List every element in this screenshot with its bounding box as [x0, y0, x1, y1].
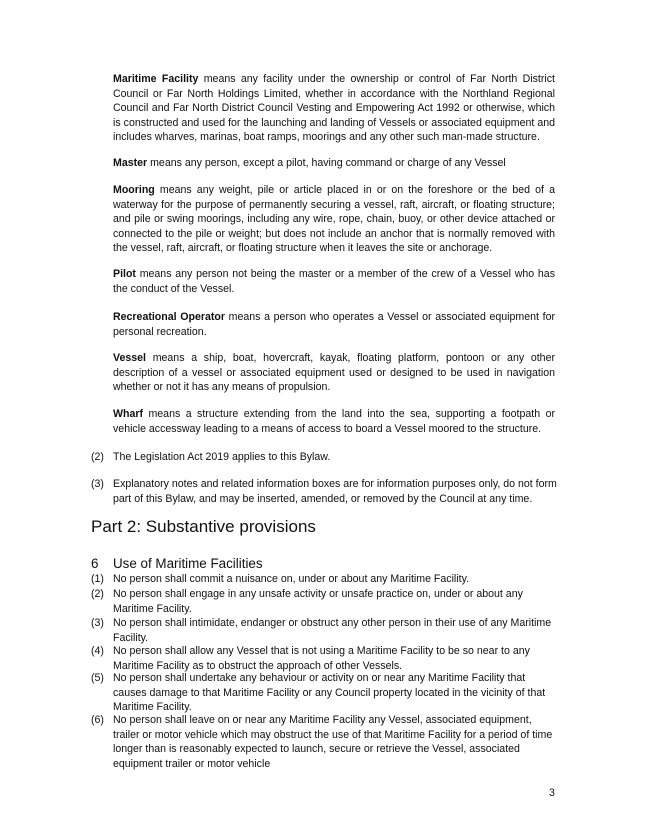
definition-text: means any person, except a pilot, having command or charge of any Vessel — [147, 157, 506, 169]
clause-number: (2) — [91, 451, 104, 463]
part-heading: Part 2: Substantive provisions — [91, 517, 316, 536]
definition-text: means any weight, pile or article placed in or on the foreshore or the bed of a waterway for the purpose of permanently securing a vessel, raft, aircraft, or floating structure; and pile or swing moorings, including any wire, rope, chain, buoy, or other device attached or connected to the pile or weight; but does not include an anchor that is normally removed with the vessel, raft, aircraft, or floating structure when it leaves the site or anchorage. — [113, 184, 555, 255]
item-text: No person shall allow any Vessel that is not using a Maritime Facility to be so near to any Maritime Facility as to obstruct the approach of other Vessels. — [113, 645, 530, 672]
definition-text: means any person not being the master or a member of the crew of a Vessel who has the conduct of the Vessel. — [113, 268, 555, 295]
definition-mooring — [113, 183, 555, 256]
item-number: (5) — [91, 672, 104, 684]
definition-maritime-facility — [113, 72, 555, 145]
item-number: (1) — [91, 573, 104, 585]
section-heading — [91, 556, 263, 571]
clause-number: (3) — [91, 478, 104, 490]
definition-term: Master — [113, 157, 148, 169]
definition-term: Pilot — [113, 268, 136, 280]
definition-vessel — [113, 351, 555, 395]
item-number: (6) — [91, 714, 104, 726]
item-number: (3) — [91, 617, 104, 629]
definition-text: means a ship, boat, hovercraft, kayak, floating platform, pontoon or any other description of a vessel or associated equipment used or designed to be used in navigation whether or not it has any means of propulsion. — [113, 352, 555, 394]
clause-text: The Legislation Act 2019 applies to this Bylaw. — [113, 451, 331, 463]
item-text: No person shall undertake any behaviour or activity on or near any Maritime Facility that causes damage to that Maritime Facility or any Council property located in the vicinity of that Maritime Facility. — [113, 672, 546, 714]
item-number: (2) — [91, 588, 104, 600]
definition-master — [113, 156, 555, 171]
item-number: (4) — [91, 645, 104, 657]
item-text: No person shall leave on or near any Maritime Facility any Vessel, associated equipment, trailer or motor vehicle which may obstruct the use of that Maritime Facility for a period of time longer than is reasonably expected to launch, secure or retrieve the Vessel, associated equipment trailer or motor vehicle — [113, 714, 553, 770]
definition-text: means a structure extending from the land into the sea, supporting a footpath or vehicle accessway leading to a means of access to board a Vessel moored to the structure. — [113, 408, 555, 435]
definition-text: means a person who operates a Vessel or associated equipment for personal recreation. — [113, 311, 555, 338]
definition-pilot — [113, 267, 555, 296]
item-text: No person shall commit a nuisance on, under or about any Maritime Facility. — [113, 573, 470, 585]
definition-text: means any facility under the ownership or control of Far North District Council or Far North Holdings Limited, whether in accordance with the Northland Regional Council and Far North District Council Vesting and Empowering Act 1992 or otherwise, which is constructed and used for the launching and landing of Vessels or associated equipment and includes wharves, marinas, boat ramps, moorings and any other such man-made structure. — [113, 73, 556, 144]
definition-term: Vessel — [113, 352, 146, 364]
section-number: 6 — [91, 556, 99, 571]
page-number: 3 — [549, 787, 555, 799]
definition-term: Mooring — [113, 184, 155, 196]
section-title: Use of Maritime Facilities — [113, 556, 263, 571]
item-text: No person shall engage in any unsafe activity or unsafe practice on, under or about any Maritime Facility. — [113, 588, 523, 615]
definition-term: Maritime Facility — [113, 73, 199, 85]
definition-term: Recreational Operator — [113, 311, 225, 323]
definition-wharf — [113, 407, 555, 436]
definition-recreational-operator — [113, 310, 555, 339]
clause-text: Explanatory notes and related information boxes are for information purposes only, do not form part of this Bylaw, and may be inserted, amended, or removed by the Council at any time. — [113, 478, 557, 505]
item-text: No person shall intimidate, endanger or obstruct any other person in their use of any Maritime Facility. — [113, 617, 552, 644]
definition-term: Wharf — [113, 408, 144, 420]
